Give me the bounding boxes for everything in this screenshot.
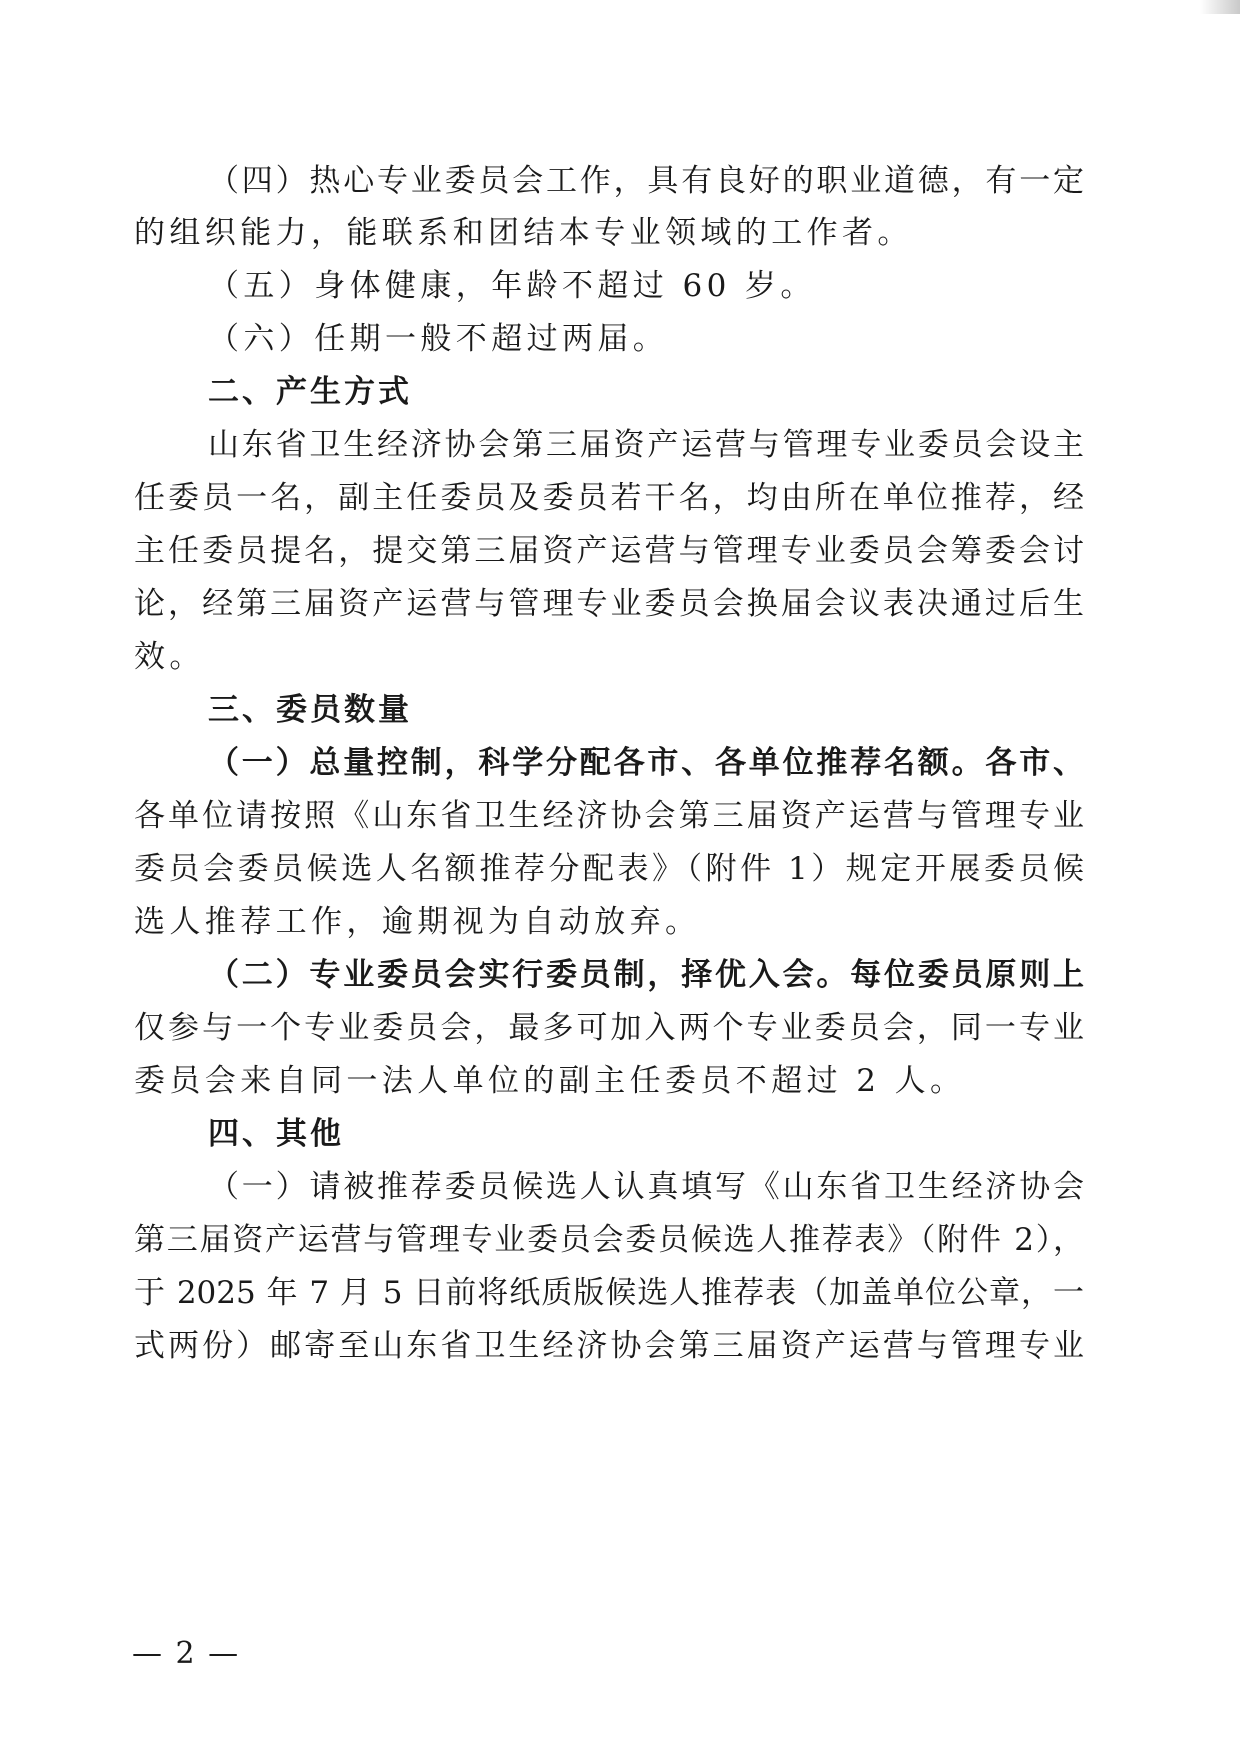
section-4-item-1-line-2: 第三届资产运营与管理专业委员会委员候选人推荐表》（附件 2）， xyxy=(134,1222,1084,1258)
section-3-item-2-line-3: 委员会来自同一法人单位的副主任委员不超过 2 人。 xyxy=(134,1063,966,1099)
section-3-item-2-line-1: （二）专业委员会实行委员制，择优入会。每位委员原则上 xyxy=(208,957,1084,993)
section-3-item-1-line-4: 选人推荐工作，逾期视为自动放弃。 xyxy=(134,904,701,940)
section-4-item-1-line-1: （一）请被推荐委员候选人认真填写《山东省卫生经济协会 xyxy=(208,1169,1084,1205)
section-4-item-1-line-4: 式两份）邮寄至山东省卫生经济协会第三届资产运营与管理专业 xyxy=(134,1328,1084,1364)
section-heading-2: 二、产生方式 xyxy=(208,374,412,410)
clause-5: （五）身体健康，年龄不超过 60 岁。 xyxy=(208,268,816,304)
clause-6: （六）任期一般不超过两届。 xyxy=(208,321,669,357)
clause-4-line-2: 的组织能力，能联系和团结本专业领域的工作者。 xyxy=(134,215,913,251)
section-2-line-1: 山东省卫生经济协会第三届资产运营与管理专业委员会设主 xyxy=(208,427,1084,463)
page-number: — 2 — xyxy=(132,1636,241,1671)
section-2-line-4: 论，经第三届资产运营与管理专业委员会换届会议表决通过后生 xyxy=(134,586,1084,622)
section-4-item-1-line-3: 于 2025 年 7 月 5 日前将纸质版候选人推荐表（加盖单位公章，一 xyxy=(134,1275,1084,1311)
section-heading-3: 三、委员数量 xyxy=(208,692,412,728)
section-2-line-3: 主任委员提名，提交第三届资产运营与管理专业委员会筹委会讨 xyxy=(134,533,1084,569)
section-3-item-1-line-1: （一）总量控制，科学分配各市、各单位推荐名额。各市、 xyxy=(208,745,1084,781)
scan-edge-shadow xyxy=(1200,0,1240,14)
section-3-item-1-line-2: 各单位请按照《山东省卫生经济协会第三届资产运营与管理专业 xyxy=(134,798,1084,834)
section-2-line-5: 效。 xyxy=(134,639,205,675)
section-3-item-2-line-2: 仅参与一个专业委员会，最多可加入两个专业委员会，同一专业 xyxy=(134,1010,1084,1046)
section-2-line-2: 任委员一名，副主任委员及委员若干名，均由所在单位推荐，经 xyxy=(134,480,1084,516)
section-3-item-1-line-3: 委员会委员候选人名额推荐分配表》（附件 1）规定开展委员候 xyxy=(134,851,1084,887)
section-heading-4: 四、其他 xyxy=(208,1116,344,1152)
clause-4-line-1: （四）热心专业委员会工作，具有良好的职业道德，有一定 xyxy=(208,163,1084,199)
